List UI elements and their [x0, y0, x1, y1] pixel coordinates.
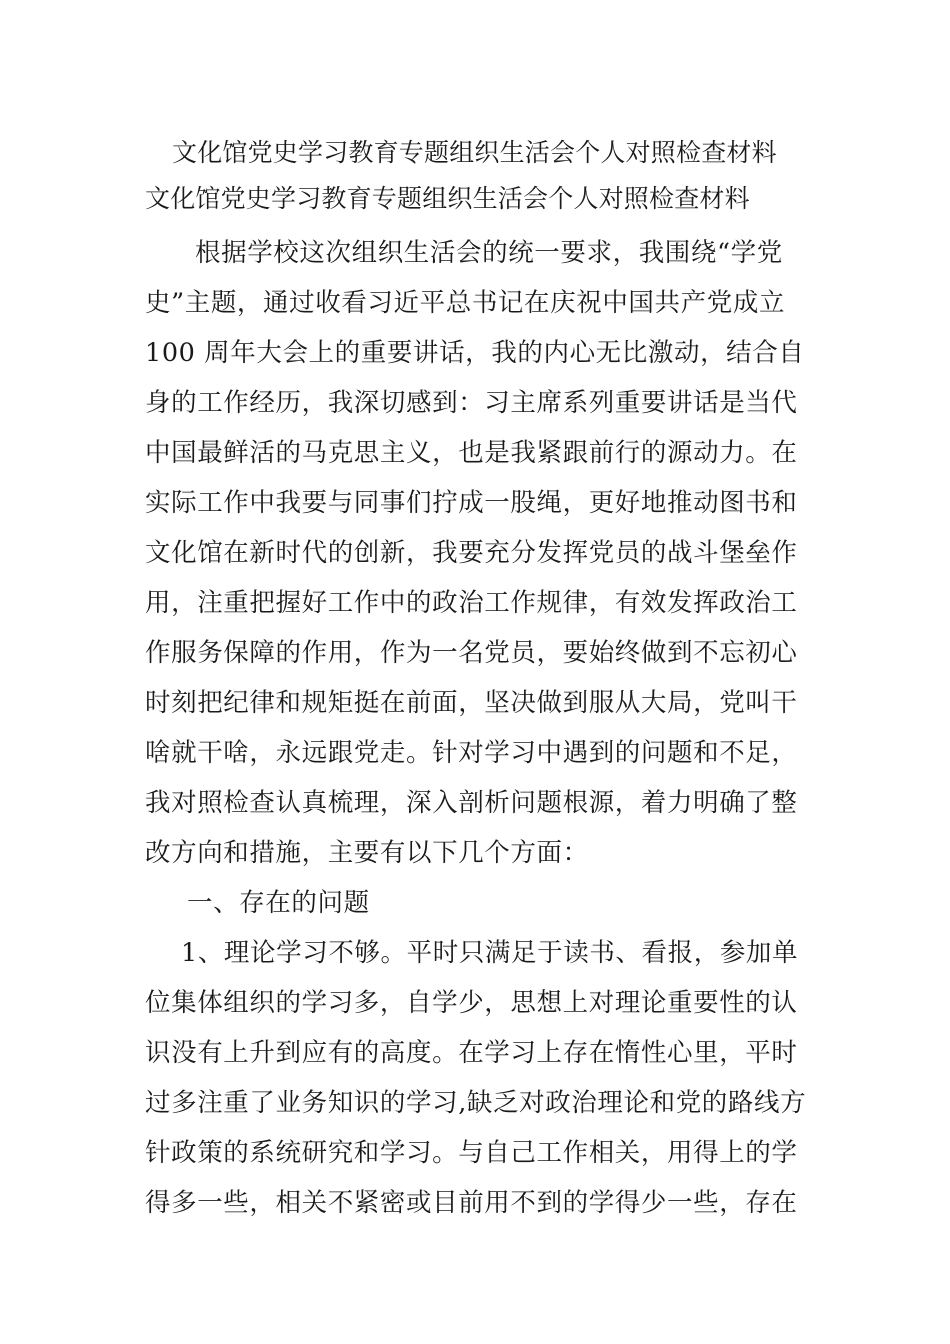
section-heading: 一、存在的问题 [187, 888, 370, 918]
paragraph-line: 身的工作经历，我深切感到：习主席系列重要讲话是当代 [145, 388, 798, 418]
paragraph-line: 根据学校这次组织生活会的统一要求，我围绕“学党 [195, 238, 783, 268]
paragraph-line: 用，注重把握好工作中的政治工作规律，有效发挥政治工 [145, 588, 798, 618]
paragraph-line: 1、理论学习不够。平时只满足于读书、看报，参加单 [181, 938, 799, 968]
paragraph-line: 100 周年大会上的重要讲话，我的内心无比激动，结合自 [145, 338, 805, 368]
paragraph-line: 史”主题，通过收看习近平总书记在庆祝中国共产党成立 [145, 288, 786, 318]
paragraph-line: 识没有上升到应有的高度。在学习上存在惰性心里，平时 [145, 1038, 798, 1068]
paragraph-line: 文化馆在新时代的创新，我要充分发挥党员的战斗堡垒作 [145, 538, 798, 568]
document-title: 文化馆党史学习教育专题组织生活会个人对照检查材料 [172, 138, 777, 167]
paragraph-line: 我对照检查认真梳理，深入剖析问题根源，着力明确了整 [145, 788, 798, 818]
paragraph-line: 啥就干啥，永远跟党走。针对学习中遇到的问题和不足， [145, 738, 798, 768]
paragraph-line: 时刻把纪律和规矩挺在前面，坚决做到服从大局，党叫干 [145, 688, 798, 718]
paragraph-line: 中国最鲜活的马克思主义，也是我紧跟前行的源动力。在 [145, 438, 798, 468]
paragraph-line: 得多一些，相关不紧密或目前用不到的学得少一些，存在 [145, 1188, 798, 1218]
paragraph-line: 针政策的系统研究和学习。与自己工作相关，用得上的学 [145, 1138, 798, 1168]
paragraph-line: 位集体组织的学习多，自学少，思想上对理论重要性的认 [145, 988, 798, 1018]
paragraph-line: 过多注重了业务知识的学习,缺乏对政治理论和党的路线方 [145, 1088, 807, 1118]
document-subtitle: 文化馆党史学习教育专题组织生活会个人对照检查材料 [145, 184, 750, 213]
paragraph-line: 作服务保障的作用，作为一名党员，要始终做到不忘初心 [145, 638, 798, 668]
paragraph-line: 实际工作中我要与同事们拧成一股绳，更好地推动图书和 [145, 488, 798, 518]
document-body [145, 228, 810, 1228]
paragraph-line: 改方向和措施，主要有以下几个方面： [145, 838, 589, 868]
